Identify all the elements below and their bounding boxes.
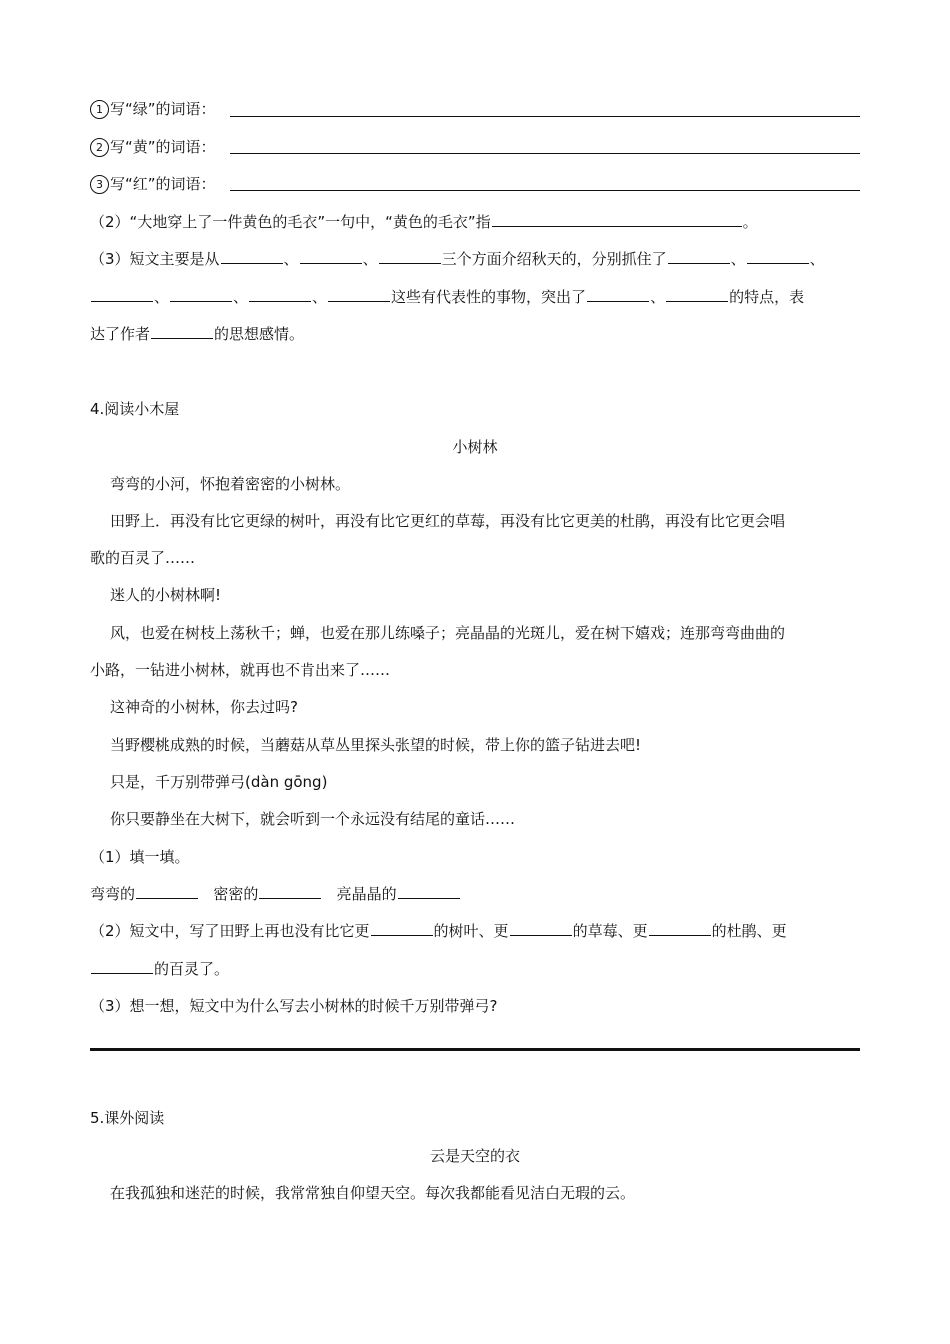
q4-paragraph-2a: 田野上．再没有比它更绿的树叶，再没有比它更红的草莓，再没有比它更美的杜鹃，再没有比它更会唱 bbox=[110, 512, 786, 530]
blank-label: 弯弯的 bbox=[90, 885, 136, 903]
answer-blank[interactable] bbox=[300, 248, 362, 264]
q4-paragraph-7: 只是，千万别带弹弓(dàn gōng) bbox=[110, 773, 328, 791]
q4-question-3-answer-line[interactable] bbox=[90, 1048, 860, 1051]
question-text: 达了作者 bbox=[90, 325, 151, 343]
answer-blank[interactable] bbox=[379, 248, 441, 264]
answer-blank[interactable] bbox=[136, 883, 198, 899]
red-words-label: 写“红”的词语： bbox=[110, 175, 216, 193]
question-text: 的树叶、更 bbox=[433, 922, 509, 940]
separator: 、 bbox=[312, 288, 328, 306]
answer-blank[interactable] bbox=[371, 920, 433, 936]
separator: 、 bbox=[233, 288, 249, 306]
separator: 、 bbox=[154, 288, 170, 306]
answer-blank[interactable] bbox=[510, 920, 572, 936]
q5-heading: 5.课外阅读 bbox=[90, 1109, 165, 1127]
q4-paragraph-4b: 小路，一钻进小树林，就再也不肯出来了…… bbox=[90, 661, 391, 679]
question-text: 的特点，表 bbox=[729, 288, 805, 306]
question-text: 的杜鹃、更 bbox=[711, 922, 787, 940]
answer-blank[interactable] bbox=[492, 211, 742, 227]
q4-paragraph-2b: 歌的百灵了…… bbox=[90, 549, 196, 567]
answer-blank[interactable] bbox=[328, 286, 390, 302]
q4-question-3: （3）想一想，短文中为什么写去小树林的时候千万别带弹弓? bbox=[90, 997, 498, 1015]
q4-paragraph-3: 迷人的小树林啊! bbox=[110, 586, 222, 604]
answer-blank[interactable] bbox=[91, 286, 153, 302]
item-number-2: 2 bbox=[90, 138, 109, 157]
q5-paragraph-1: 在我孤独和迷茫的时候，我常常独自仰望天空。每次我都能看见洁白无瑕的云。 bbox=[110, 1184, 636, 1202]
question-text: 这些有代表性的事物，突出了 bbox=[391, 288, 587, 306]
answer-blank[interactable] bbox=[151, 323, 213, 339]
q5-passage-title: 云是天空的衣 bbox=[429, 1147, 520, 1165]
item-number-1: 1 bbox=[90, 100, 109, 119]
separator: 、 bbox=[730, 250, 746, 268]
answer-blank[interactable] bbox=[170, 286, 232, 302]
q4-paragraph-6: 当野樱桃成熟的时候，当蘑菇从草丛里探头张望的时候，带上你的篮子钻进去吧! bbox=[110, 736, 642, 754]
yellow-words-label: 写“黄”的词语： bbox=[110, 138, 216, 156]
blank-label: 密密的 bbox=[213, 885, 259, 903]
blank-label: 亮晶晶的 bbox=[336, 885, 397, 903]
question-text: 的百灵了。 bbox=[154, 960, 230, 978]
answer-blank[interactable] bbox=[398, 883, 460, 899]
red-words-item bbox=[90, 173, 860, 195]
question-text: （2）“大地穿上了一件黄色的毛衣”一句中，“黄色的毛衣”指 bbox=[90, 213, 491, 231]
answer-blank[interactable] bbox=[221, 248, 283, 264]
question-main-idea-line2 bbox=[90, 286, 860, 308]
green-words-label: 写“绿”的词语： bbox=[110, 100, 216, 118]
green-words-answer-line[interactable] bbox=[230, 116, 860, 117]
yellow-words-answer-line[interactable] bbox=[230, 153, 860, 154]
answer-blank[interactable] bbox=[587, 286, 649, 302]
red-words-answer-line[interactable] bbox=[230, 190, 860, 191]
answer-blank[interactable] bbox=[649, 920, 711, 936]
separator: 、 bbox=[362, 250, 378, 268]
q4-paragraph-5: 这神奇的小树林，你去过吗? bbox=[110, 698, 298, 716]
answer-blank[interactable] bbox=[666, 286, 728, 302]
q4-question-2-line1 bbox=[90, 920, 860, 942]
q4-heading: 4.阅读小木屋 bbox=[90, 400, 180, 418]
separator: 、 bbox=[650, 288, 666, 306]
q4-question-1-blanks bbox=[90, 883, 860, 905]
question-text: （2）短文中，写了田野上再也没有比它更 bbox=[90, 922, 370, 940]
answer-blank[interactable] bbox=[249, 286, 311, 302]
question-text-end: 。 bbox=[742, 213, 758, 231]
item-number-3: 3 bbox=[90, 175, 109, 194]
question-text: 的思想感情。 bbox=[214, 325, 305, 343]
question-text: 三个方面介绍秋天的，分别抓住了 bbox=[441, 250, 667, 268]
q4-paragraph-4a: 风，也爱在树枝上荡秋千；蝉，也爱在那儿练嗓子；亮晶晶的光斑儿，爱在树下嬉戏；连那弯弯曲曲的 bbox=[110, 624, 786, 642]
answer-blank[interactable] bbox=[259, 883, 321, 899]
question-text: （3）短文主要是从 bbox=[90, 250, 220, 268]
question-yellow-sweater bbox=[90, 211, 860, 233]
q4-paragraph-1: 弯弯的小河，怀抱着密密的小树林。 bbox=[110, 475, 351, 493]
question-text: 的草莓、更 bbox=[572, 922, 648, 940]
q4-question-2-line2 bbox=[90, 958, 860, 980]
q4-question-1: （1）填一填。 bbox=[90, 848, 190, 866]
separator: 、 bbox=[809, 250, 825, 268]
question-main-idea-line1 bbox=[90, 248, 860, 270]
separator: 、 bbox=[283, 250, 299, 268]
q4-passage-title: 小树林 bbox=[452, 438, 498, 456]
answer-blank[interactable] bbox=[91, 958, 153, 974]
answer-blank[interactable] bbox=[747, 248, 809, 264]
answer-blank[interactable] bbox=[668, 248, 730, 264]
yellow-words-item bbox=[90, 136, 860, 158]
q4-paragraph-8: 你只要静坐在大树下，就会听到一个永远没有结尾的童话…… bbox=[110, 810, 516, 828]
question-main-idea-line3 bbox=[90, 323, 860, 345]
